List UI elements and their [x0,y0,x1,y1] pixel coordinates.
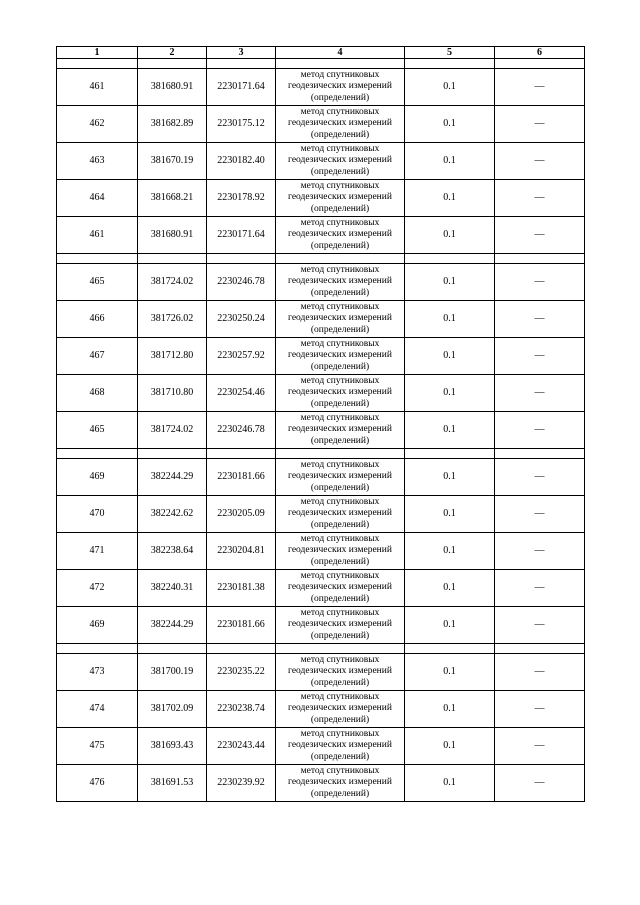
method-cell: метод спутниковых геодезических измерений (определений) [276,607,405,644]
coordinate-x-cell: 381724.02 [138,264,207,301]
coordinate-y-cell: 2230243.44 [207,728,276,765]
method-cell: метод спутниковых геодезических измерений (определений) [276,496,405,533]
point-number-cell: 468 [57,375,138,412]
note-cell: — [495,533,585,570]
table-header [57,47,585,59]
coordinate-x-cell: 381670.19 [138,143,207,180]
accuracy-cell: 0.1 [405,375,495,412]
coordinate-x-cell: 382238.64 [138,533,207,570]
spacer-row [57,644,585,654]
spacer-cell [57,644,138,654]
point-number-cell: 465 [57,264,138,301]
method-cell: метод спутниковых геодезических измерений (определений) [276,375,405,412]
coordinate-x-cell: 381712.80 [138,338,207,375]
method-cell: метод спутниковых геодезических измерений (определений) [276,217,405,254]
accuracy-cell: 0.1 [405,217,495,254]
table-row [57,459,585,496]
coordinate-y-cell: 2230246.78 [207,412,276,449]
accuracy-cell: 0.1 [405,728,495,765]
note-cell: — [495,570,585,607]
method-cell: метод спутниковых геодезических измерений (определений) [276,69,405,106]
coordinate-x-cell: 382244.29 [138,607,207,644]
spacer-cell [495,644,585,654]
point-number-cell: 476 [57,765,138,802]
spacer-cell [138,644,207,654]
point-number-cell: 472 [57,570,138,607]
method-cell: метод спутниковых геодезических измерений (определений) [276,412,405,449]
spacer-cell [495,254,585,264]
table-row [57,728,585,765]
accuracy-cell: 0.1 [405,69,495,106]
header-col-5: 5 [405,47,495,59]
coordinate-x-cell: 381668.21 [138,180,207,217]
coordinate-y-cell: 2230181.38 [207,570,276,607]
coordinate-y-cell: 2230250.24 [207,301,276,338]
spacer-cell [405,644,495,654]
point-number-cell: 462 [57,106,138,143]
spacer-row [57,59,585,69]
coordinate-y-cell: 2230204.81 [207,533,276,570]
table-row [57,180,585,217]
point-number-cell: 466 [57,301,138,338]
coordinate-x-cell: 382244.29 [138,459,207,496]
spacer-row [57,254,585,264]
coordinate-x-cell: 381680.91 [138,217,207,254]
spacer-cell [207,449,276,459]
coordinates-table [56,46,585,802]
method-cell: метод спутниковых геодезических измерений (определений) [276,338,405,375]
note-cell: — [495,654,585,691]
spacer-cell [207,644,276,654]
spacer-cell [138,254,207,264]
note-cell: — [495,301,585,338]
coordinate-x-cell: 381702.09 [138,691,207,728]
coordinate-x-cell: 381680.91 [138,69,207,106]
accuracy-cell: 0.1 [405,691,495,728]
coordinate-y-cell: 2230171.64 [207,69,276,106]
coordinate-x-cell: 381693.43 [138,728,207,765]
spacer-cell [138,449,207,459]
table-row [57,412,585,449]
coordinate-y-cell: 2230181.66 [207,459,276,496]
point-number-cell: 467 [57,338,138,375]
point-number-cell: 469 [57,459,138,496]
table-row [57,765,585,802]
spacer-cell [57,254,138,264]
spacer-cell [57,449,138,459]
spacer-cell [276,59,405,69]
spacer-cell [405,449,495,459]
note-cell: — [495,180,585,217]
accuracy-cell: 0.1 [405,338,495,375]
coordinate-y-cell: 2230239.92 [207,765,276,802]
spacer-cell [276,254,405,264]
header-col-1: 1 [57,47,138,59]
spacer-cell [495,449,585,459]
point-number-cell: 465 [57,412,138,449]
accuracy-cell: 0.1 [405,264,495,301]
table-row [57,533,585,570]
header-col-4: 4 [276,47,405,59]
note-cell: — [495,143,585,180]
header-col-6: 6 [495,47,585,59]
spacer-cell [405,59,495,69]
method-cell: метод спутниковых геодезических измерений (определений) [276,301,405,338]
coordinate-x-cell: 381691.53 [138,765,207,802]
spacer-cell [495,59,585,69]
table-row [57,106,585,143]
point-number-cell: 474 [57,691,138,728]
note-cell: — [495,607,585,644]
method-cell: метод спутниковых геодезических измерений (определений) [276,459,405,496]
coordinate-y-cell: 2230235.22 [207,654,276,691]
spacer-row [57,449,585,459]
table-row [57,375,585,412]
point-number-cell: 464 [57,180,138,217]
note-cell: — [495,106,585,143]
spacer-cell [138,59,207,69]
coordinate-y-cell: 2230254.46 [207,375,276,412]
accuracy-cell: 0.1 [405,607,495,644]
table-row [57,143,585,180]
coordinate-y-cell: 2230257.92 [207,338,276,375]
point-number-cell: 469 [57,607,138,644]
note-cell: — [495,69,585,106]
accuracy-cell: 0.1 [405,654,495,691]
spacer-cell [405,254,495,264]
coordinate-x-cell: 381724.02 [138,412,207,449]
accuracy-cell: 0.1 [405,570,495,607]
note-cell: — [495,691,585,728]
table-row [57,570,585,607]
accuracy-cell: 0.1 [405,143,495,180]
coordinate-x-cell: 381700.19 [138,654,207,691]
coordinate-y-cell: 2230182.40 [207,143,276,180]
coordinate-x-cell: 381682.89 [138,106,207,143]
point-number-cell: 475 [57,728,138,765]
accuracy-cell: 0.1 [405,412,495,449]
table-row [57,217,585,254]
accuracy-cell: 0.1 [405,533,495,570]
coordinate-y-cell: 2230181.66 [207,607,276,644]
coordinate-y-cell: 2230175.12 [207,106,276,143]
point-number-cell: 473 [57,654,138,691]
accuracy-cell: 0.1 [405,496,495,533]
header-col-2: 2 [138,47,207,59]
coordinate-y-cell: 2230238.74 [207,691,276,728]
method-cell: метод спутниковых геодезических измерений (определений) [276,570,405,607]
accuracy-cell: 0.1 [405,180,495,217]
note-cell: — [495,496,585,533]
table-row [57,264,585,301]
coordinate-y-cell: 2230246.78 [207,264,276,301]
coordinate-x-cell: 382240.31 [138,570,207,607]
coordinate-x-cell: 381726.02 [138,301,207,338]
method-cell: метод спутниковых геодезических измерений (определений) [276,180,405,217]
method-cell: метод спутниковых геодезических измерений (определений) [276,264,405,301]
accuracy-cell: 0.1 [405,459,495,496]
method-cell: метод спутниковых геодезических измерений (определений) [276,728,405,765]
table-row [57,691,585,728]
coordinate-y-cell: 2230178.92 [207,180,276,217]
note-cell: — [495,375,585,412]
table-row [57,496,585,533]
header-row [57,47,585,59]
spacer-cell [57,59,138,69]
note-cell: — [495,728,585,765]
note-cell: — [495,338,585,375]
coordinate-x-cell: 382242.62 [138,496,207,533]
note-cell: — [495,459,585,496]
method-cell: метод спутниковых геодезических измерений (определений) [276,654,405,691]
method-cell: метод спутниковых геодезических измерений (определений) [276,106,405,143]
table-row [57,338,585,375]
method-cell: метод спутниковых геодезических измерений (определений) [276,533,405,570]
accuracy-cell: 0.1 [405,765,495,802]
accuracy-cell: 0.1 [405,301,495,338]
point-number-cell: 463 [57,143,138,180]
point-number-cell: 470 [57,496,138,533]
table-row [57,607,585,644]
coordinate-x-cell: 381710.80 [138,375,207,412]
method-cell: метод спутниковых геодезических измерений (определений) [276,143,405,180]
table-body [57,59,585,802]
point-number-cell: 461 [57,217,138,254]
table-row [57,654,585,691]
table-row [57,69,585,106]
note-cell: — [495,217,585,254]
note-cell: — [495,765,585,802]
coordinate-y-cell: 2230205.09 [207,496,276,533]
spacer-cell [276,644,405,654]
table-row [57,301,585,338]
point-number-cell: 461 [57,69,138,106]
note-cell: — [495,412,585,449]
method-cell: метод спутниковых геодезических измерений (определений) [276,691,405,728]
accuracy-cell: 0.1 [405,106,495,143]
spacer-cell [207,254,276,264]
header-col-3: 3 [207,47,276,59]
method-cell: метод спутниковых геодезических измерений (определений) [276,765,405,802]
note-cell: — [495,264,585,301]
spacer-cell [276,449,405,459]
point-number-cell: 471 [57,533,138,570]
spacer-cell [207,59,276,69]
coordinate-y-cell: 2230171.64 [207,217,276,254]
